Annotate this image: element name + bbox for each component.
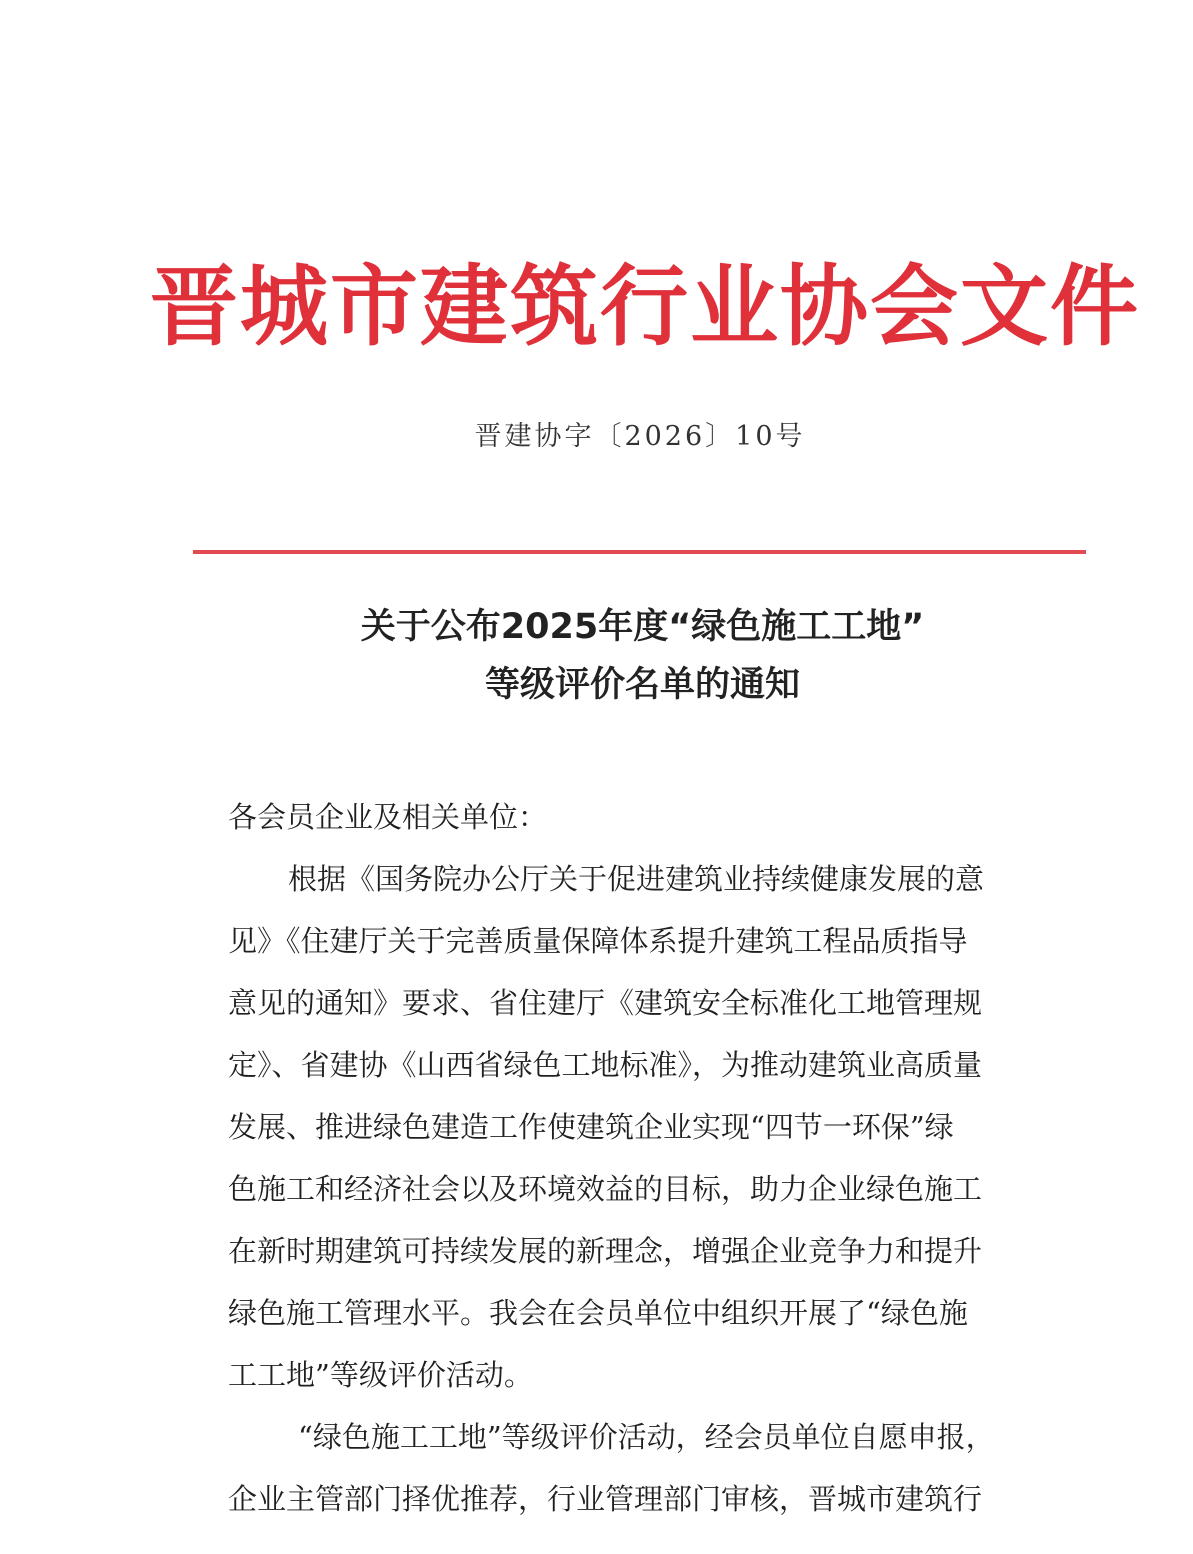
salutation: 各会员企业及相关单位：	[228, 800, 548, 834]
document-masthead: 晋城市建筑行业协会文件	[150, 255, 1141, 358]
paragraph-1-line-6: 色施工和经济社会以及环境效益的目标，助力企业绿色施工	[228, 1172, 983, 1206]
paragraph-1-line-4: 定》、省建协《山西省绿色工地标准》，为推动建筑业高质量	[228, 1048, 983, 1082]
paragraph-1-line-7: 在新时期建筑可持续发展的新理念，增强企业竞争力和提升	[228, 1234, 983, 1268]
notice-title-line-2: 等级评价名单的通知	[484, 665, 800, 705]
paragraph-1-line-2: 见》《住建厅关于完善质量保障体系提升建筑工程品质指导	[228, 924, 968, 958]
notice-body	[228, 786, 1058, 1530]
notice-title	[150, 598, 1135, 714]
paragraph-2-line-1: “绿色施工工地”等级评价活动，经会员单位自愿申报，	[298, 1420, 995, 1454]
paragraph-1-line-9: 工工地”等级评价活动。	[228, 1358, 533, 1392]
notice-title-line-1: 关于公布2025年度“绿色施工工地”	[360, 607, 925, 647]
paragraph-1-line-8: 绿色施工管理水平。我会在会员单位中组织开展了“绿色施	[228, 1296, 968, 1330]
paragraph-2-line-2: 企业主管部门择优推荐，行业管理部门审核，晋城市建筑行	[228, 1482, 983, 1516]
paragraph-1-line-5: 发展、推进绿色建造工作使建筑企业实现“四节一环保”绿	[228, 1110, 954, 1144]
red-divider-line	[193, 550, 1086, 554]
document-number: 晋建协字〔2026〕10号	[474, 421, 806, 452]
paragraph-1-line-1: 根据《国务院办公厅关于促进建筑业持续健康发展的意	[288, 862, 985, 896]
paragraph-1-line-3: 意见的通知》要求、省住建厅《建筑安全标准化工地管理规	[228, 986, 983, 1020]
